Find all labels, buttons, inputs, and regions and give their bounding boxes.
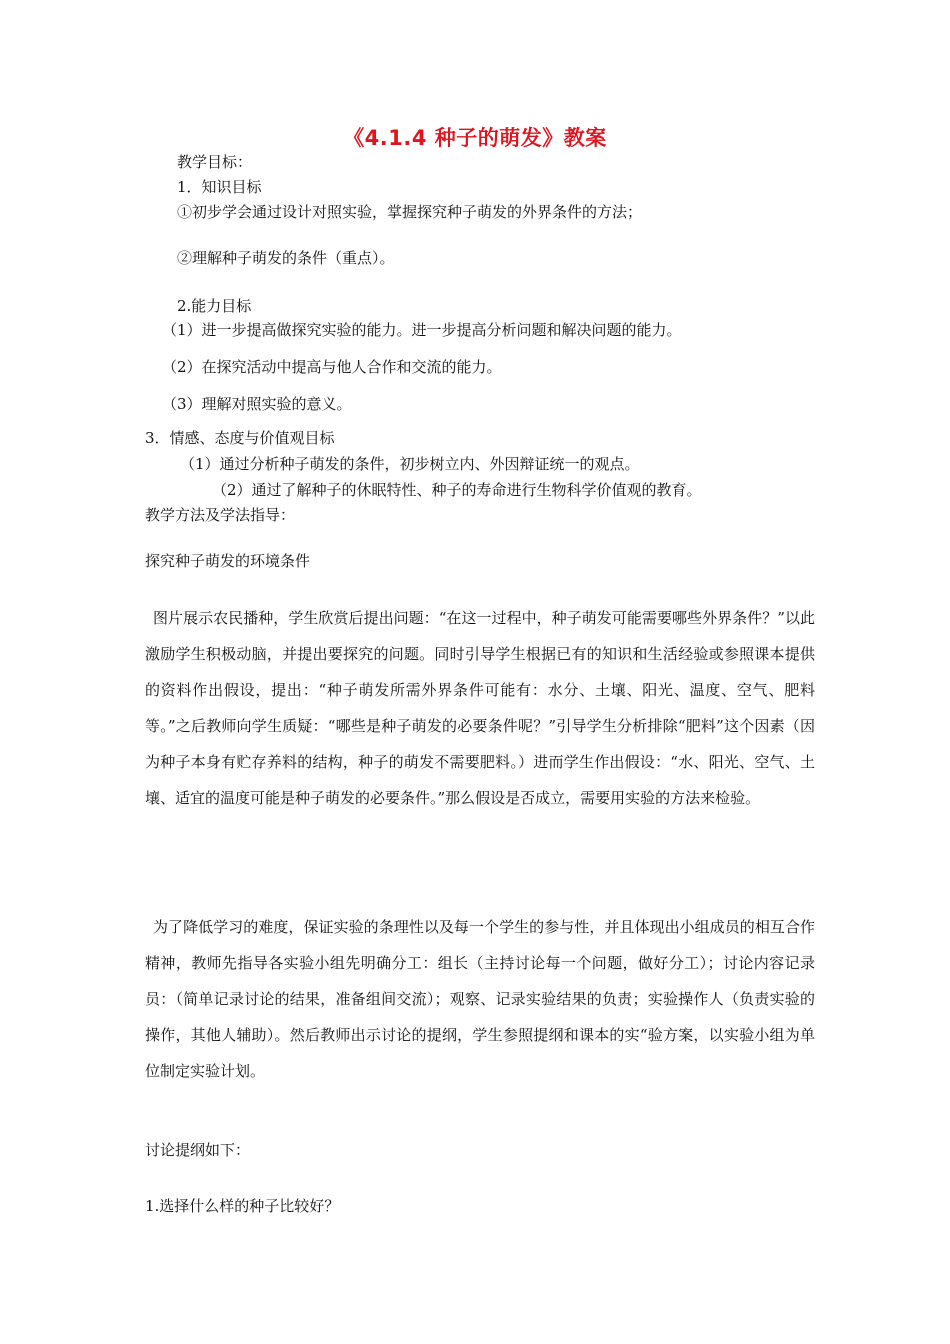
emotion-item: （1）通过分析种子萌发的条件，初步树立内、外因辩证统一的观点。: [180, 455, 640, 473]
outline-heading: 讨论提纲如下：: [145, 1141, 251, 1159]
knowledge-heading: 1．知识目标: [177, 178, 262, 196]
method-heading: 教学方法及学法指导：: [145, 506, 296, 524]
goals-heading: 教学目标：: [177, 153, 253, 171]
ability-item: （2）在探究活动中提高与他人合作和交流的能力。: [162, 358, 502, 376]
document-title: 《4.1.4 种子的萌发》教案: [343, 126, 607, 150]
outline-item: 1.选择什么样的种子比较好？: [145, 1197, 340, 1215]
knowledge-item: ①初步学会通过设计对照实验，掌握探究种子萌发的外界条件的方法；: [177, 203, 643, 221]
emotion-heading: 3．情感、态度与价值观目标: [145, 429, 335, 447]
ability-item: （1）进一步提高做探究实验的能力。进一步提高分析问题和解决问题的能力。: [162, 321, 682, 339]
knowledge-item: ②理解种子萌发的条件（重点）。: [177, 249, 395, 267]
emotion-item: （2）通过了解种子的休眠特性、种子的寿命进行生物科学价值观的教育。: [212, 481, 702, 499]
paragraph: 为了降低学习的难度，保证实验的条理性以及每一个学生的参与性，并且体现出小组成员的相互合作精神，教师先指导各实验小组先明确分工：组长（主持讨论每一个问题，做好分工）；讨论内容记录员：（简单记录讨论的结果，准备组间交流）；观察、记录实验结果的负责；实验操作人（负责实验的操作，其他人辅助）。然后教师出示讨论的提纲，学生参照提纲和课本的实“验方案，以实验小组为单位制定实验计划。: [145, 918, 815, 1080]
ability-heading: 2.能力目标: [177, 297, 252, 315]
explore-heading: 探究种子萌发的环境条件: [145, 552, 311, 570]
ability-item: （3）理解对照实验的意义。: [162, 395, 352, 413]
paragraph: 图片展示农民播种，学生欣赏后提出问题：“在这一过程中，种子萌发可能需要哪些外界条件？”以此激励学生积极动脑，并提出要探究的问题。同时引导学生根据已有的知识和生活经验或参照课本提供的资料作出假设，提出：“种子萌发所需外界条件可能有：水分、土壤、阳光、温度、空气、肥料等。”之后教师向学生质疑：“哪些是种子萌发的必要条件呢？”引导学生分析排除“肥料”这个因素（因为种子本身有贮存养料的结构，种子的萌发不需要肥料。）进而学生作出假设：“水、阳光、空气、土壤、适宜的温度可能是种子萌发的必要条件。”那么假设是否成立，需要用实验的方法来检验。: [145, 609, 815, 807]
